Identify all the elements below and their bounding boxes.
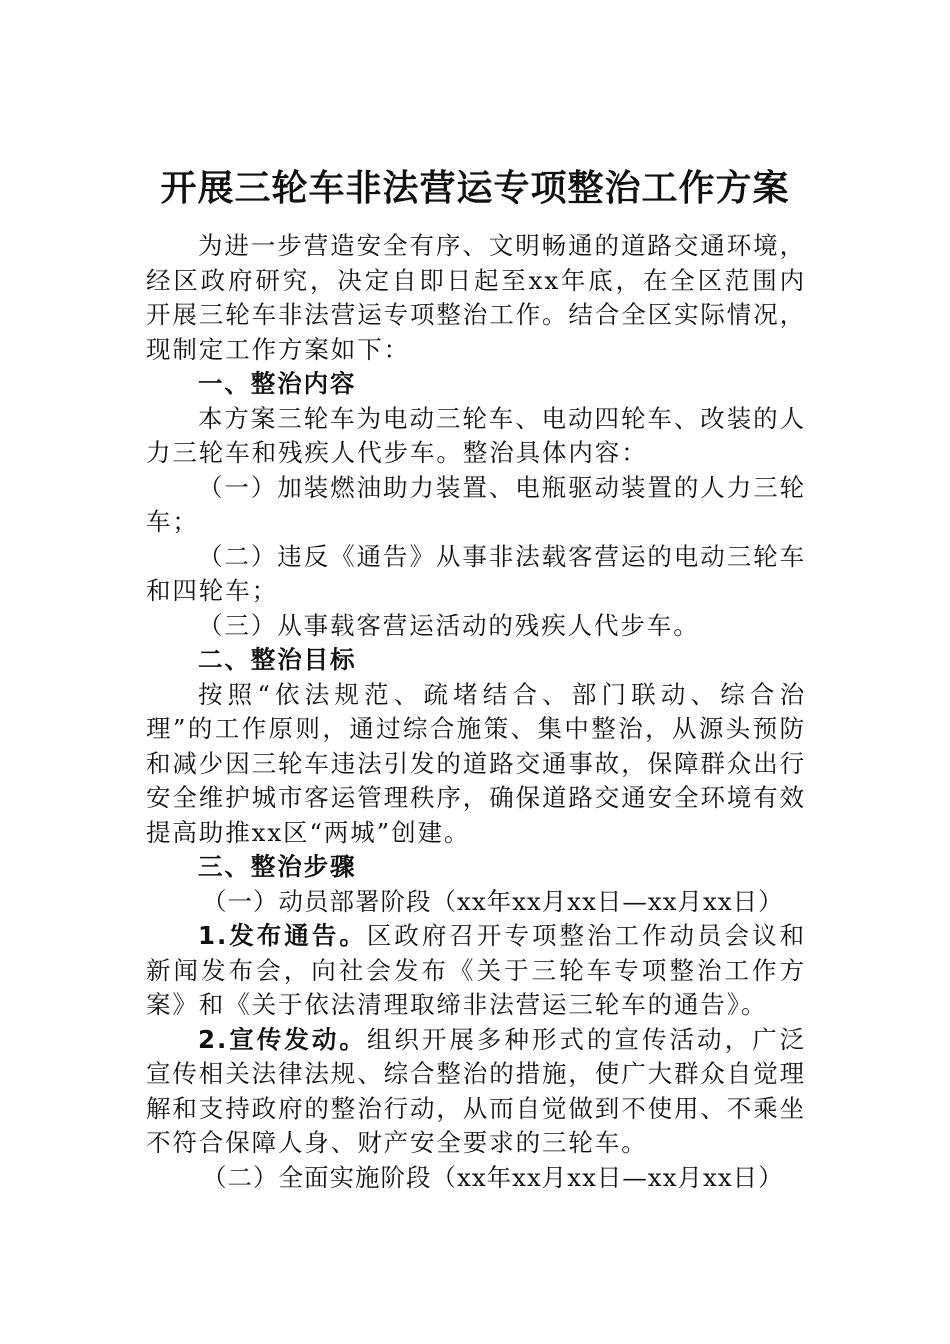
document-body [146, 229, 806, 1195]
step-2-lead: 2.宣传发动。 [198, 1024, 367, 1054]
step-1-lead: 1.发布通告。 [198, 921, 367, 950]
step-2-text: 组织开展多种形式的宣传活动，广泛宣传相关法律法规、综合整治的措施，使广大群众自觉理解和支持政府的整治行动，从而自觉做到不使用、不乘坐不符合保障人身、财产安全要求的三轮车。 [146, 1024, 806, 1157]
step-2-paragraph [146, 1023, 806, 1161]
section1-item-2: （二）违反《通告》从事非法载客营运的电动三轮车和四轮车； [146, 541, 806, 605]
step-1-text: 区政府召开专项整治工作动员会议和新闻发布会，向社会发布《关于三轮车专项整治工作方案》和《关于依法清理取缔非法营运三轮车的通告》。 [146, 921, 806, 1019]
document-title: 开展三轮车非法营运专项整治工作方案 [160, 167, 790, 209]
section-heading-steps: 三、整治步骤 [198, 852, 357, 881]
section1-item-1: （一）加装燃油助力装置、电瓶驱动装置的人力三轮车； [146, 472, 806, 536]
section2-paragraph: 按照“依法规范、疏堵结合、部门联动、综合治理”的工作原则，通过综合施策、集中整治，从源头预防和减少因三轮车违法引发的道路交通事故，保障群众出行安全维护城市客运管理秩序，确保道路交通安全环境有效提高助推xx区“两城”创建。 [146, 679, 806, 847]
section-heading-content: 一、整治内容 [198, 369, 357, 398]
section1-item-3: （三）从事载客营运活动的残疾人代步车。 [198, 610, 700, 640]
section1-paragraph: 本方案三轮车为电动三轮车、电动四轮车、改装的人力三轮车和残疾人代步车。整治具体内容： [146, 403, 806, 467]
intro-paragraph: 为进一步营造安全有序、文明畅通的道路交通环境，经区政府研究，决定自即日起至xx年底，在全区范围内开展三轮车非法营运专项整治工作。结合全区实际情况，现制定工作方案如下： [146, 231, 806, 364]
phase-2-heading: （二）全面实施阶段（xx年xx月xx日—xx月xx日） [202, 1162, 784, 1192]
phase-1-heading: （一）动员部署阶段（xx年xx月xx日—xx月xx日） [202, 886, 784, 916]
step-1-paragraph [146, 919, 806, 1023]
section-heading-goals: 二、整治目标 [198, 645, 357, 674]
